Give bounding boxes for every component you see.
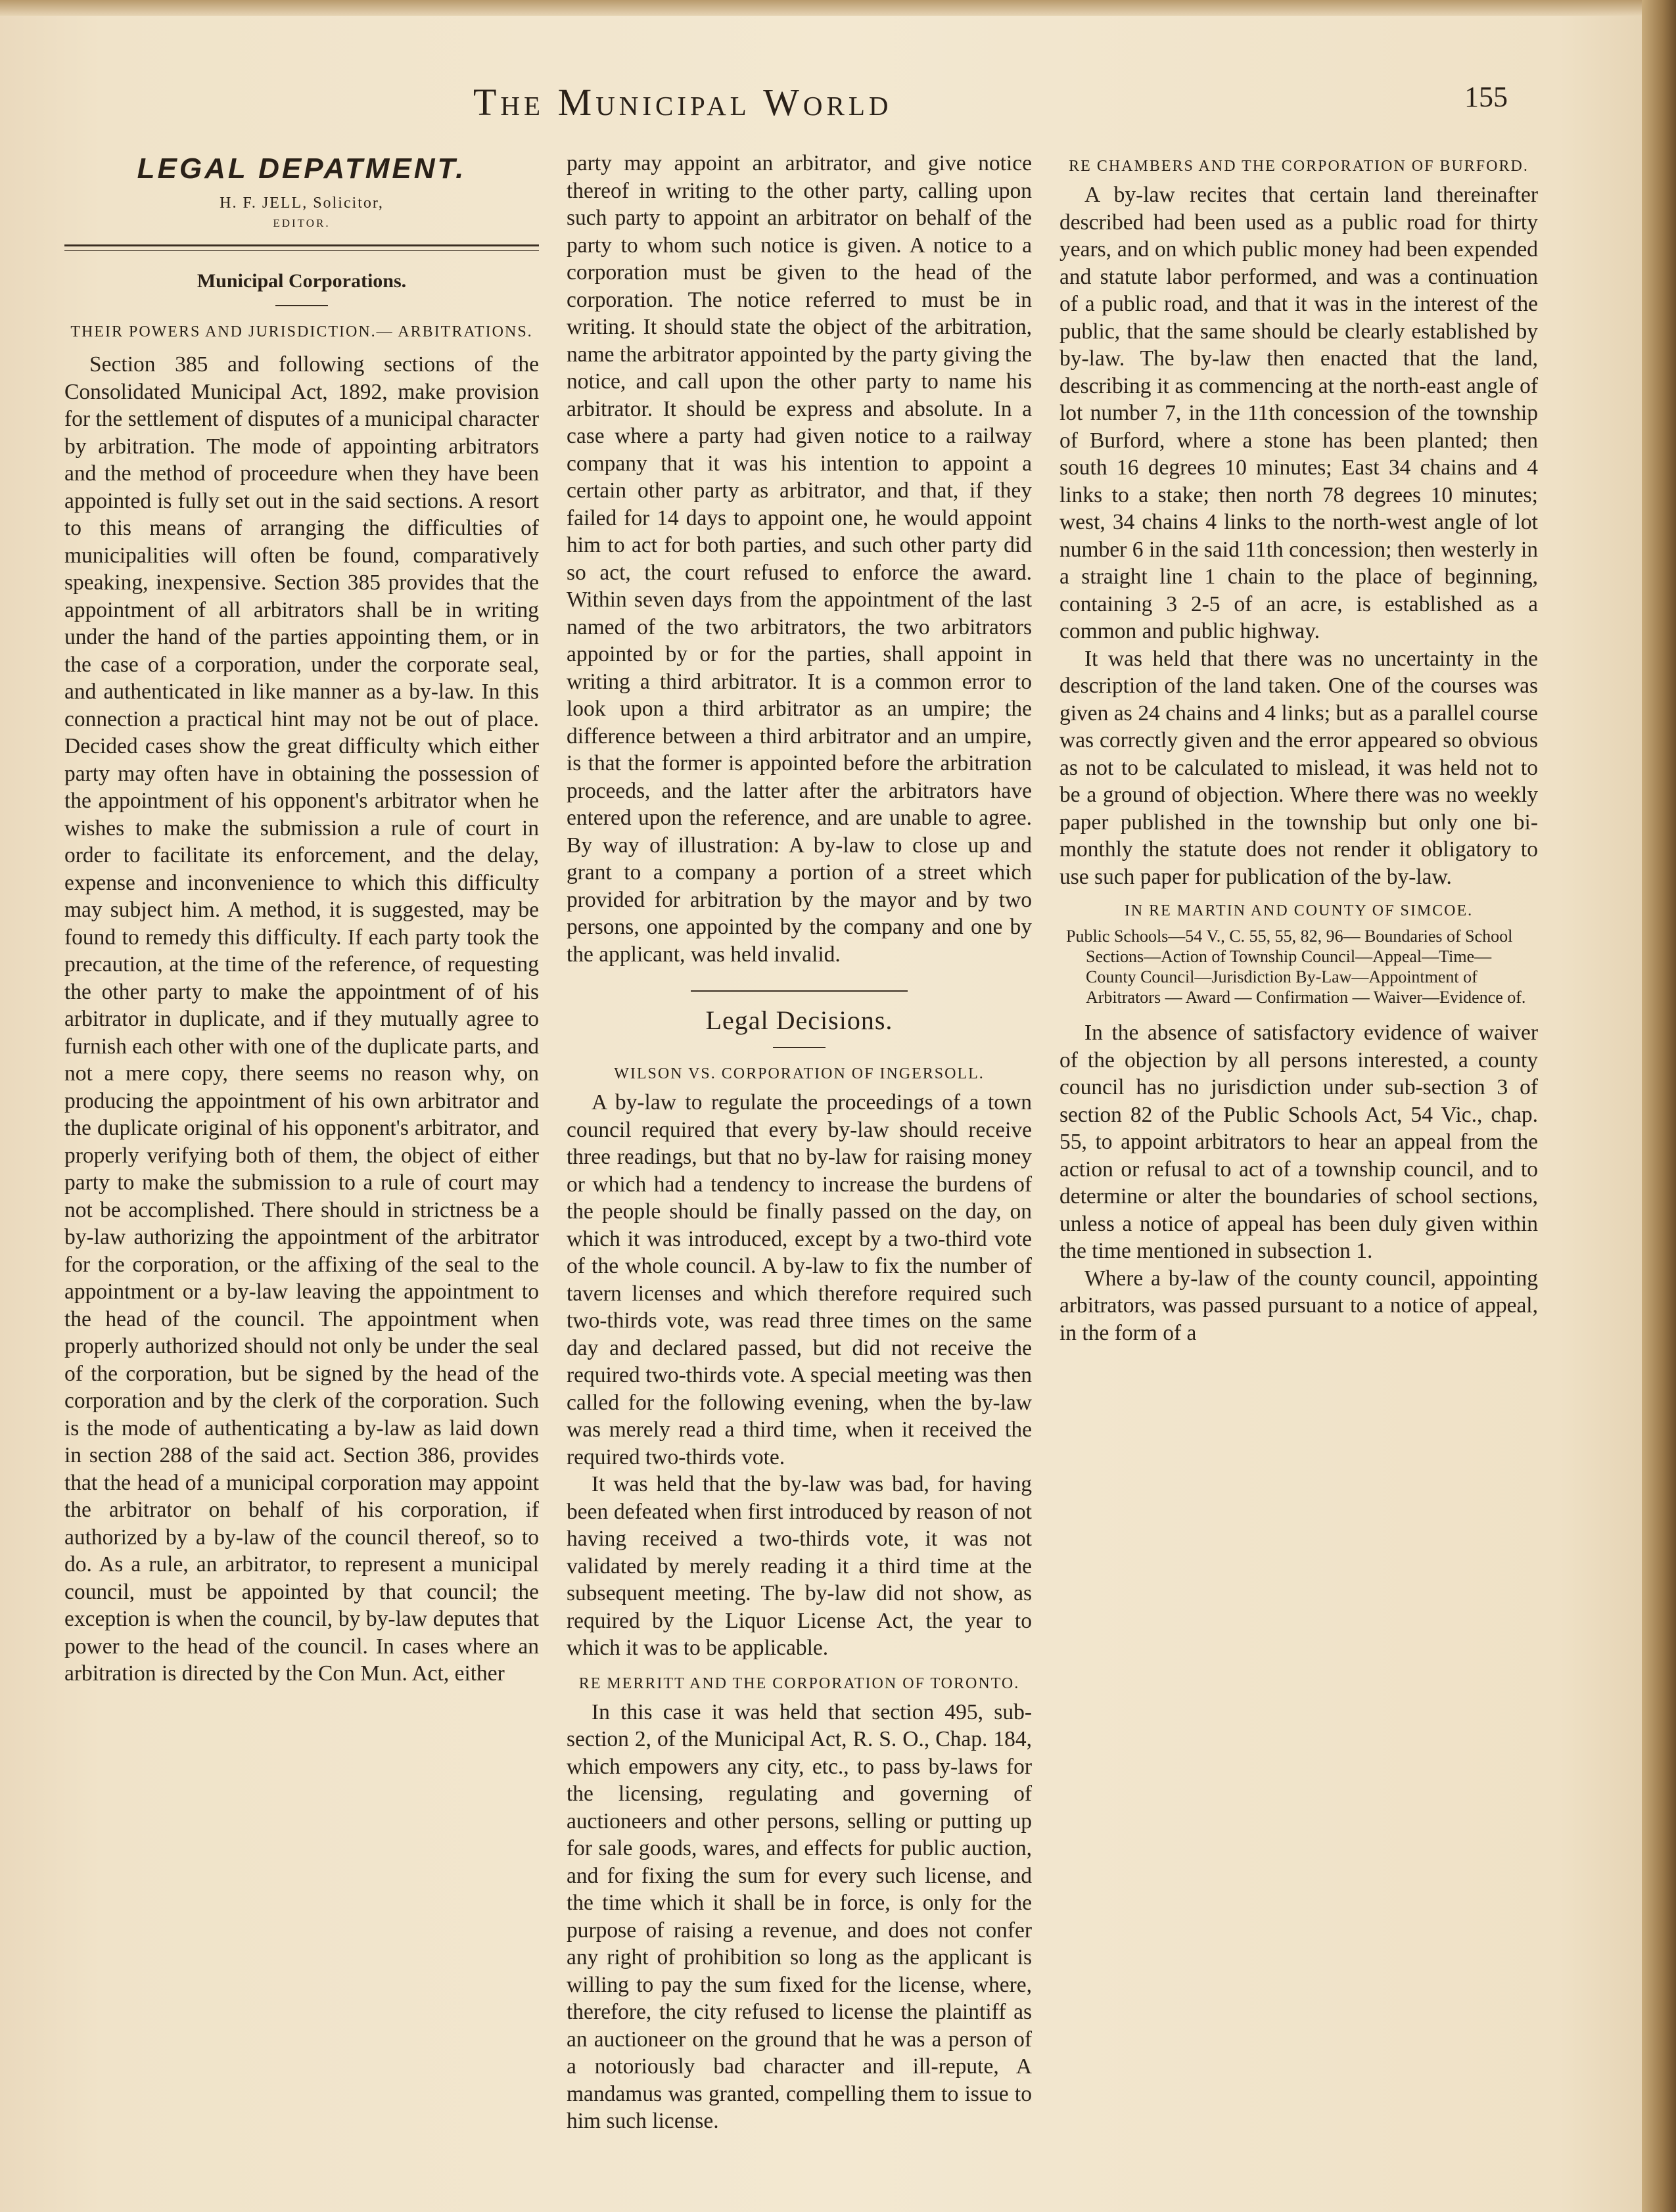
page-number: 155 [1464,81,1508,113]
article-paragraph-continued: party may appoint an arbitrator, and give notice thereof in writing to the other party, calling upon such party to appoint an arbitrator on behalf of the party to whom such notice is given. A notice to a corporation must be given to the head of the corporation. The notice referred to must be in writing. It should state the object of the arbitration, name the arbitrator appointed by the party giving the notice, and call upon the other party to name his arbitrator. It should be express and absolute. In a case where a party had given notice to a railway company that it was his intention to appoint a certain other party as arbitrator, and that, if they failed for 14 days to appoint one, he would appoint him to act for both parties, and such other party did so act, the court refused to enforce the award. Within seven days from the appointment of the last named of the two arbitrators, the two arbitrators appointed by or for the parties, shall appoint in writing a third arbitrator. It is a common error to look upon a third arbitrator as an umpire; the difference between a third arbitrator and an umpire, is that the former is appointed before the arbitration proceeds, and the latter after the arbitrators have entered upon the reference, and are unable to agree. By way of illustration: A by-law to close up and grant to a company a portion of a street which provided for arbitration by the mayor and by two persons, one appointed by the company and one by the applicant, was held invalid. [567,151,1032,967]
short-rule-divider [773,1047,826,1048]
legal-decisions-heading: Legal Decisions. [705,1005,893,1035]
case-paragraph: In this case it was held that section 495, sub-section 2, of the Municipal Act, R. S. O., Chap. 184, which empowers any city, etc., to pass by-laws for the licensing, regulating and governing of auctioneers and other persons, selling or putting up for sale goods, wares, and effects for public auction, and for fixing the sum for every such license, and the time which it shall be in force, is only for the purpose of raising a revenue, and does not confer any right of prohibition so long as the applicant is willing to pay the sum fixed for the license, where, therefore, the city refused to license the plaintiff as an auctioneer on the ground that he was a person of a notoriously bad character and ill-repute, A mandamus was granted, compelling them to issue to him such license. [567,1699,1032,2133]
column-1 [64,150,539,1688]
case-paragraph: A by-law to regulate the proceedings of a town council required that every by-law should receive three readings, but that no by-law for raising money or which had a tendency to increase the burdens of the people should be finally passed on the day, on which it was introduced, except by a two-third vote of the whole council. A by-law to fix the number of tavern licenses and which therefore required such two-thirds vote, was read three times on the same day and declared passed, but did not receive the required two-thirds vote. A special meeting was then called for the following evening, when the by-law was merely read a third time, when it received the required two-thirds vote. [567,1090,1032,1469]
running-head [0,78,1604,130]
binding-edge [1642,0,1676,2212]
case-paragraph: It was held that the by-law was bad, for having been defeated when first introduced by reason of not having received a two-thirds vote, it was not validated by merely reading it a third time at the subsequent meeting. The by-law did not show, as required by the Liquor License Act, the year to which it was to be applicable. [567,1472,1032,1660]
short-rule-divider [275,305,328,306]
article-paragraph: Section 385 and following sections of the Consolidated Municipal Act, 1892, make provision for the settlement of disputes of a municipal character by arbitration. The mode of appointing arbitrators and the method of proceedure when they have been appointed is fully set out in the said sections. A resort to this means of arranging the difficulties of municipalities will often be found, comparatively speaking, inexpensive. Section 385 provides that the appointment of all arbitrators shall be in writing under the hand of the parties appointing them, or in the case of a corporation, under the corporate seal, and authenticated in like manner as a by-law. In this connection a practical hint may not be out of place. Decided cases show the great difficulty which either party may often have in obtaining the possession of the appointment of his opponent's arbitrator when he wishes to make the submission a rule of court in order to facilitate its enforcement, and the delay, expense and inconvenience to which this difficulty may subject him. A method, it is suggested, may be found to remedy this difficulty. If each party took the precaution, at the time of the reference, of requesting the other party to make the appointment of of his arbitrator in duplicate, and if they mutually agree to furnish each other with one of the duplicate parts, and not a mere copy, there seems no reason why, on producing the appointment of his own arbitrator and the duplicate original of his opponent's arbitrator, and properly verifying both of them, the object of either party to make the submission to a rule of court may not be accomplished. There should in strictness be a by-law authorizing the appointment of the arbitrator for the corporation, or the affixing of the seal to the appointment or a by-law leaving the appointment to the head of the council. The appointment when properly authorized should not only be under the seal of the corporation, but be signed by the head of the corporation and by the clerk of the corporation. Such is the mode of authenticating a by-law as laid down in section 288 of the said act. Section 386, provides that the head of a municipal corporation may appoint the arbitrator on behalf of his corporation, if authorized by a by-law of the council thereof, so to do. As a rule, an arbitrator, to represent a municipal council, must be appointed by that council; the exception is when the council, by by-law deputes that power to the head of the council. In cases where an arbitration is directed by the Con Mun. Act, either [64,352,539,1686]
case-headnote: Public Schools—54 V., C. 55, 55, 82, 96— Boundaries of School Sections—Action of Township Council—Appeal—Time—County Council—Jurisdiction By-Law—Appointment of Arbitrators — Award — Confirmation — Waiver—Evidence of. [1066,927,1526,1007]
journal-title: The Municipal World [473,81,893,124]
department-title: LEGAL DEPATMENT. [137,152,467,185]
case-title: RE CHAMBERS AND THE CORPORATION OF BURFORD. [1069,158,1529,175]
section-divider [691,990,908,992]
page-top-edge [0,0,1676,16]
article-subheading: THEIR POWERS AND JURISDICTION.— ARBITRATIONS. [70,323,533,340]
case-title: WILSON VS. CORPORATION OF INGERSOLL. [614,1065,985,1082]
case-title: IN RE MARTIN AND COUNTY OF SIMCOE. [1124,902,1474,919]
editor-name: H. F. JELL, Solicitor, [220,195,384,212]
double-rule-divider [64,244,539,251]
column-2 [567,150,1032,2135]
case-paragraph: A by-law recites that certain land thereinafter described had been used as a public road for thirty years, and on which public money had been expended and statute labor performed, and was a continuation of a public road, and that it was in the interest of the public, that the same should be clearly established by by-law. The by-law then enacted that the land, describing it as commencing at the north-east angle of lot number 7, in the 11th concession of the township of Burford, where a stone has been planted; then south 16 degrees 10 minutes; East 34 chains and 4 links to a stake; then north 78 degrees 10 minutes; west, 34 chains 4 links to the north-west angle of lot number 6 in the said 11th concession; then westerly in a straight line 1 chain to the place of beginning, containing 3 2-5 of an acre, is established as a common and public highway. [1059,183,1538,643]
case-paragraph: Where a by-law of the county council, appointing arbitrators, was passed pursuant to a notice of appeal, in the form of a [1059,1266,1538,1345]
case-paragraph: It was held that there was no uncertainty in the description of the land taken. One of the courses was given as 24 chains and 4 links; but as a parallel course was correctly given and the error appeared so obvious as not to be calculated to mislead, it was held not to be a ground of objection. Where there was no weekly paper published in the township but only one bi-monthly the statute does not render it obligatory to use such paper for publication of the by-law. [1059,646,1538,889]
column-3 [1059,150,1538,1347]
case-title: RE MERRITT AND THE CORPORATION OF TORONTO. [578,1674,1020,1692]
case-paragraph: In the absence of satisfactory evidence of waiver of the objection by all persons interested, a county council has no jurisdiction under sub-section 3 of section 82 of the Public Schools Act, 54 Vic., chap. 55, to appoint arbitrators to hear an appeal from the action or refusal to act of a township council, and to determine or alter the boundaries of school sections, unless a notice of appeal has been duly given within the time mentioned in subsection 1. [1059,1021,1538,1263]
section-heading: Municipal Corporations. [197,270,407,292]
editor-role: EDITOR. [273,217,331,229]
